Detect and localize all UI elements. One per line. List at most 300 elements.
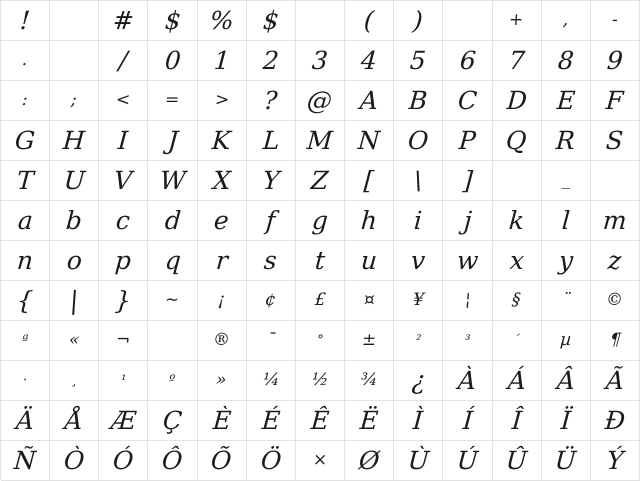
glyph-cell[interactable] <box>148 121 197 161</box>
glyph-character: c <box>115 206 132 235</box>
glyph-cell[interactable] <box>198 441 247 481</box>
glyph-character: À <box>457 366 478 395</box>
glyph-cell[interactable] <box>198 41 247 81</box>
glyph-character: G <box>14 126 37 155</box>
glyph-cell[interactable] <box>247 41 296 81</box>
glyph-cell[interactable] <box>1 81 50 121</box>
glyph-character: . <box>21 50 29 70</box>
glyph-cell[interactable] <box>493 441 542 481</box>
glyph-character: Ë <box>359 406 380 435</box>
glyph-cell[interactable] <box>591 441 640 481</box>
glyph-cell[interactable] <box>148 81 197 121</box>
glyph-character: D <box>505 86 528 115</box>
glyph-character: { <box>16 286 35 315</box>
glyph-cell[interactable] <box>345 81 394 121</box>
glyph-character: Û <box>505 446 529 475</box>
glyph-character: m <box>602 206 628 235</box>
glyph-cell[interactable] <box>591 41 640 81</box>
glyph-cell[interactable] <box>591 201 640 241</box>
glyph-character: ¹ <box>120 373 127 388</box>
glyph-character: ° <box>316 333 324 348</box>
glyph-cell[interactable] <box>1 41 50 81</box>
glyph-character: ] <box>461 166 474 195</box>
glyph-cell[interactable] <box>443 281 492 321</box>
glyph-cell[interactable] <box>50 401 99 441</box>
glyph-character: x <box>508 246 525 275</box>
glyph-cell[interactable] <box>394 161 443 201</box>
glyph-cell[interactable] <box>296 361 345 401</box>
glyph-cell[interactable] <box>443 441 492 481</box>
glyph-character: ) <box>412 6 425 35</box>
glyph-character: : <box>21 90 29 110</box>
glyph-character: ´ <box>512 333 521 348</box>
glyph-character: > <box>213 90 230 110</box>
glyph-cell[interactable] <box>443 201 492 241</box>
glyph-character: n <box>16 246 35 275</box>
glyph-character: | <box>68 286 80 315</box>
glyph-character: R <box>555 126 577 155</box>
glyph-cell[interactable] <box>443 41 492 81</box>
glyph-cell[interactable] <box>345 401 394 441</box>
glyph-cell[interactable] <box>493 41 542 81</box>
glyph-character: Ê <box>309 406 331 435</box>
glyph-cell[interactable] <box>394 121 443 161</box>
glyph-character: j <box>462 206 473 235</box>
glyph-cell[interactable] <box>394 281 443 321</box>
glyph-cell[interactable] <box>148 201 197 241</box>
glyph-character: Ô <box>161 446 184 475</box>
glyph-character: 1 <box>212 46 231 75</box>
glyph-cell[interactable] <box>247 441 296 481</box>
glyph-character: ¢ <box>264 290 277 310</box>
glyph-cell[interactable] <box>443 81 492 121</box>
glyph-cell[interactable] <box>296 441 345 481</box>
glyph-cell[interactable] <box>345 281 394 321</box>
glyph-cell[interactable] <box>493 81 542 121</box>
glyph-cell[interactable] <box>345 121 394 161</box>
glyph-cell[interactable] <box>296 161 345 201</box>
glyph-cell[interactable] <box>1 361 50 401</box>
glyph-cell[interactable] <box>394 321 443 361</box>
glyph-cell[interactable] <box>50 161 99 201</box>
glyph-cell[interactable] <box>50 321 99 361</box>
glyph-character: W <box>158 166 187 195</box>
glyph-cell[interactable] <box>99 201 148 241</box>
glyph-character: \ <box>413 166 424 195</box>
glyph-character: = <box>164 90 181 110</box>
glyph-cell[interactable] <box>296 81 345 121</box>
glyph-character: ¤ <box>363 290 376 310</box>
glyph-cell[interactable] <box>1 161 50 201</box>
glyph-cell[interactable] <box>148 1 197 41</box>
glyph-cell[interactable] <box>542 41 591 81</box>
glyph-cell[interactable] <box>99 121 148 161</box>
glyph-cell[interactable] <box>99 161 148 201</box>
glyph-cell[interactable] <box>198 361 247 401</box>
glyph-cell[interactable] <box>542 161 591 201</box>
glyph-character: º <box>168 373 177 388</box>
glyph-cell[interactable] <box>296 201 345 241</box>
glyph-character: Å <box>64 406 85 435</box>
glyph-cell[interactable] <box>198 401 247 441</box>
glyph-character: - <box>611 10 619 30</box>
glyph-character: Ú <box>455 446 479 475</box>
glyph-cell[interactable] <box>148 41 197 81</box>
glyph-cell[interactable] <box>50 81 99 121</box>
glyph-character: J <box>166 126 179 155</box>
glyph-character: g <box>310 206 330 235</box>
glyph-cell[interactable] <box>247 281 296 321</box>
glyph-character: § <box>511 290 522 310</box>
glyph-cell[interactable] <box>247 1 296 41</box>
glyph-cell[interactable] <box>542 321 591 361</box>
glyph-cell[interactable] <box>296 1 345 41</box>
glyph-cell[interactable] <box>443 401 492 441</box>
glyph-cell[interactable] <box>394 401 443 441</box>
glyph-character: ¼ <box>261 370 280 390</box>
glyph-cell[interactable] <box>50 121 99 161</box>
glyph-character: ³ <box>464 333 471 348</box>
glyph-cell[interactable] <box>198 1 247 41</box>
glyph-cell[interactable] <box>542 1 591 41</box>
glyph-cell[interactable] <box>542 401 591 441</box>
glyph-cell[interactable] <box>247 241 296 281</box>
glyph-character: % <box>208 6 235 35</box>
glyph-character: @ <box>306 86 334 115</box>
glyph-cell[interactable] <box>247 161 296 201</box>
glyph-cell[interactable] <box>345 41 394 81</box>
glyph-character: [ <box>363 166 376 195</box>
glyph-character: ¨ <box>560 290 571 310</box>
glyph-character: f <box>265 206 277 235</box>
glyph-character: Ì <box>412 406 425 435</box>
glyph-cell[interactable] <box>443 241 492 281</box>
glyph-character: Ø <box>357 446 381 475</box>
glyph-character: Ð <box>603 406 627 435</box>
glyph-character: L <box>261 126 281 155</box>
glyph-cell[interactable] <box>198 161 247 201</box>
glyph-character: h <box>360 206 379 235</box>
glyph-character: Õ <box>210 446 233 475</box>
glyph-cell[interactable] <box>50 281 99 321</box>
glyph-character: u <box>360 246 379 275</box>
glyph-cell[interactable] <box>394 201 443 241</box>
glyph-character: t <box>313 246 327 275</box>
glyph-character: E <box>555 86 576 115</box>
glyph-cell[interactable] <box>296 241 345 281</box>
glyph-cell[interactable] <box>148 281 197 321</box>
glyph-cell[interactable] <box>493 201 542 241</box>
glyph-character: ½ <box>311 370 329 390</box>
glyph-cell[interactable] <box>345 1 394 41</box>
glyph-character: o <box>65 246 83 275</box>
glyph-character: 2 <box>261 46 280 75</box>
glyph-cell[interactable] <box>198 281 247 321</box>
glyph-cell[interactable] <box>345 201 394 241</box>
glyph-character: S <box>605 126 625 155</box>
glyph-character: ! <box>19 6 32 35</box>
glyph-cell[interactable] <box>1 281 50 321</box>
glyph-cell[interactable] <box>542 281 591 321</box>
glyph-character: U <box>62 166 86 195</box>
glyph-cell[interactable] <box>1 201 50 241</box>
glyph-cell[interactable] <box>394 241 443 281</box>
glyph-character: / <box>118 46 129 75</box>
glyph-cell[interactable] <box>50 41 99 81</box>
glyph-cell[interactable] <box>296 401 345 441</box>
glyph-character: Â <box>555 366 576 395</box>
glyph-character: q <box>163 246 182 275</box>
glyph-character: µ <box>559 330 573 350</box>
glyph-character: r <box>214 246 229 275</box>
glyph-cell[interactable] <box>296 121 345 161</box>
glyph-character: F <box>605 86 625 115</box>
glyph-character: ¯ <box>265 330 276 350</box>
glyph-cell[interactable] <box>345 241 394 281</box>
glyph-character: Q <box>505 126 528 155</box>
glyph-cell[interactable] <box>493 1 542 41</box>
glyph-cell[interactable] <box>247 401 296 441</box>
glyph-cell[interactable] <box>198 321 247 361</box>
glyph-cell[interactable] <box>542 121 591 161</box>
glyph-character: ¡ <box>217 290 226 310</box>
glyph-cell[interactable] <box>247 121 296 161</box>
glyph-cell[interactable] <box>443 121 492 161</box>
glyph-cell[interactable] <box>591 81 640 121</box>
glyph-cell[interactable] <box>296 281 345 321</box>
glyph-character: a <box>16 206 34 235</box>
glyph-cell[interactable] <box>345 361 394 401</box>
glyph-cell[interactable] <box>591 161 640 201</box>
glyph-cell[interactable] <box>99 81 148 121</box>
glyph-character: ¥ <box>412 290 425 310</box>
glyph-cell[interactable] <box>148 361 197 401</box>
glyph-character: Ý <box>605 446 625 475</box>
glyph-cell[interactable] <box>1 401 50 441</box>
glyph-character: O <box>407 126 430 155</box>
glyph-character: ¾ <box>360 370 379 390</box>
glyph-character: $ <box>261 6 280 35</box>
glyph-character: B <box>408 86 429 115</box>
glyph-character: » <box>215 370 228 390</box>
glyph-cell[interactable] <box>542 81 591 121</box>
glyph-cell[interactable] <box>198 81 247 121</box>
glyph-character: $ <box>163 6 182 35</box>
glyph-cell[interactable] <box>443 321 492 361</box>
glyph-cell[interactable] <box>591 401 640 441</box>
glyph-character: Ò <box>62 446 86 475</box>
glyph-cell[interactable] <box>99 241 148 281</box>
glyph-cell[interactable] <box>394 361 443 401</box>
glyph-character: < <box>115 90 132 110</box>
glyph-cell[interactable] <box>198 241 247 281</box>
glyph-cell[interactable] <box>50 361 99 401</box>
glyph-cell[interactable] <box>542 441 591 481</box>
glyph-cell[interactable] <box>1 1 50 41</box>
glyph-character: ; <box>70 90 78 110</box>
glyph-character: Æ <box>109 406 137 435</box>
glyph-cell[interactable] <box>394 81 443 121</box>
glyph-character: A <box>359 86 380 115</box>
glyph-cell[interactable] <box>1 321 50 361</box>
glyph-character: , <box>562 10 570 30</box>
glyph-character: 8 <box>556 46 575 75</box>
glyph-character: ® <box>212 330 231 350</box>
glyph-character: Ó <box>112 446 135 475</box>
glyph-cell[interactable] <box>493 241 542 281</box>
glyph-cell[interactable] <box>50 201 99 241</box>
glyph-character: X <box>211 166 232 195</box>
glyph-character: I <box>117 126 130 155</box>
glyph-character: Í <box>461 406 474 435</box>
glyph-character: _ <box>560 170 571 190</box>
glyph-cell[interactable] <box>247 81 296 121</box>
glyph-cell[interactable] <box>99 321 148 361</box>
glyph-cell[interactable] <box>345 161 394 201</box>
glyph-character: 3 <box>311 46 329 75</box>
glyph-character: ¿ <box>410 366 427 395</box>
glyph-character: p <box>114 246 133 275</box>
glyph-character: Ï <box>559 406 572 435</box>
glyph-character: s <box>263 246 279 275</box>
glyph-cell[interactable] <box>493 401 542 441</box>
glyph-cell[interactable] <box>148 321 197 361</box>
glyph-character: T <box>15 166 35 195</box>
glyph-cell[interactable] <box>99 361 148 401</box>
glyph-character: Î <box>510 406 523 435</box>
glyph-cell[interactable] <box>591 121 640 161</box>
glyph-character: } <box>114 286 133 315</box>
glyph-character: b <box>65 206 84 235</box>
glyph-cell[interactable] <box>247 321 296 361</box>
glyph-cell[interactable] <box>493 321 542 361</box>
glyph-character: © <box>605 290 625 310</box>
glyph-cell[interactable] <box>542 361 591 401</box>
glyph-character: P <box>458 126 477 155</box>
glyph-cell[interactable] <box>1 241 50 281</box>
glyph-character: K <box>211 126 233 155</box>
glyph-cell[interactable] <box>394 41 443 81</box>
glyph-cell[interactable] <box>198 201 247 241</box>
glyph-character: · <box>22 373 28 388</box>
glyph-character: « <box>68 330 81 350</box>
glyph-character: N <box>357 126 382 155</box>
glyph-cell[interactable] <box>148 161 197 201</box>
glyph-cell[interactable] <box>50 1 99 41</box>
glyph-cell[interactable] <box>247 201 296 241</box>
glyph-cell[interactable] <box>148 241 197 281</box>
glyph-character: Ñ <box>13 446 38 475</box>
glyph-cell[interactable] <box>394 441 443 481</box>
glyph-character: Ö <box>259 446 283 475</box>
glyph-character: 7 <box>507 46 526 75</box>
glyph-cell[interactable] <box>99 401 148 441</box>
glyph-cell[interactable] <box>99 1 148 41</box>
glyph-cell[interactable] <box>443 1 492 41</box>
glyph-character: ± <box>361 330 377 350</box>
glyph-cell[interactable] <box>493 281 542 321</box>
glyph-character: ¸ <box>70 373 78 388</box>
glyph-cell[interactable] <box>148 401 197 441</box>
glyph-character: e <box>213 206 231 235</box>
glyph-cell[interactable] <box>443 361 492 401</box>
glyph-cell[interactable] <box>591 1 640 41</box>
glyph-character: Ã <box>604 366 625 395</box>
glyph-character: £ <box>313 290 327 310</box>
glyph-character: ? <box>263 86 279 115</box>
glyph-character: 6 <box>458 46 477 75</box>
glyph-cell[interactable] <box>394 1 443 41</box>
glyph-character: l <box>560 206 571 235</box>
glyph-character: v <box>410 246 427 275</box>
glyph-cell[interactable] <box>493 121 542 161</box>
glyph-character: ~ <box>164 290 181 310</box>
glyph-cell[interactable] <box>542 201 591 241</box>
glyph-character: 0 <box>163 46 182 75</box>
glyph-cell[interactable] <box>591 241 640 281</box>
glyph-character: z <box>607 246 623 275</box>
glyph-character: H <box>62 126 87 155</box>
glyph-cell[interactable] <box>247 361 296 401</box>
glyph-character: × <box>312 450 328 470</box>
glyph-cell[interactable] <box>99 441 148 481</box>
glyph-character: ( <box>363 6 376 35</box>
glyph-character: Z <box>310 166 330 195</box>
glyph-character: Ç <box>161 406 184 435</box>
glyph-cell[interactable] <box>542 241 591 281</box>
glyph-cell[interactable] <box>1 121 50 161</box>
glyph-character: M <box>306 126 334 155</box>
glyph-cell[interactable] <box>493 361 542 401</box>
glyph-cell[interactable] <box>1 441 50 481</box>
glyph-character: C <box>456 86 479 115</box>
glyph-character: Ü <box>554 446 578 475</box>
glyph-character: ª <box>21 333 29 348</box>
glyph-cell[interactable] <box>296 321 345 361</box>
glyph-character: ¬ <box>115 330 132 350</box>
glyph-cell[interactable] <box>296 41 345 81</box>
glyph-cell[interactable] <box>345 441 394 481</box>
glyph-character: Ù <box>406 446 430 475</box>
glyph-cell[interactable] <box>591 361 640 401</box>
glyph-character: # <box>111 6 135 35</box>
glyph-cell[interactable] <box>99 41 148 81</box>
glyph-character: + <box>508 10 525 30</box>
glyph-character: È <box>211 406 232 435</box>
glyph-character: ¦ <box>463 290 472 310</box>
glyph-character: 4 <box>360 46 379 75</box>
glyph-character: É <box>260 406 281 435</box>
glyph-character: 9 <box>605 46 624 75</box>
glyph-cell[interactable] <box>591 281 640 321</box>
glyph-cell[interactable] <box>99 281 148 321</box>
glyph-character: V <box>113 166 134 195</box>
glyph-cell[interactable] <box>493 161 542 201</box>
glyph-character: k <box>508 206 526 235</box>
glyph-character: w <box>455 246 480 275</box>
glyph-cell[interactable] <box>591 321 640 361</box>
glyph-cell[interactable] <box>345 321 394 361</box>
glyph-character: y <box>557 246 574 275</box>
glyph-character: ² <box>415 333 422 348</box>
glyph-cell[interactable] <box>198 121 247 161</box>
glyph-character: Á <box>506 366 527 395</box>
glyph-character: Ä <box>15 406 36 435</box>
glyph-cell[interactable] <box>50 241 99 281</box>
glyph-cell[interactable] <box>50 441 99 481</box>
glyph-cell[interactable] <box>443 161 492 201</box>
glyph-cell[interactable] <box>148 441 197 481</box>
